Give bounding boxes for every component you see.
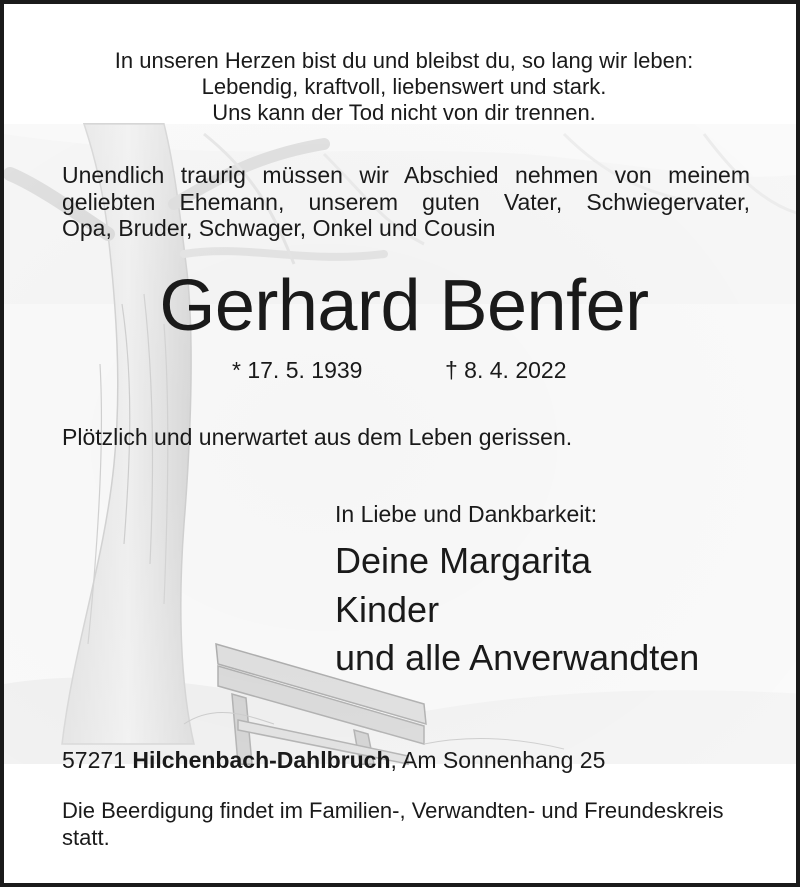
thanks-line: In Liebe und Dankbarkeit: bbox=[335, 501, 598, 527]
birth-date: * 17. 5. 1939 bbox=[232, 357, 363, 383]
address-line bbox=[62, 747, 800, 774]
death-date: † 8. 4. 2022 bbox=[445, 357, 567, 383]
mourner-children: Kinder bbox=[335, 589, 440, 630]
verse-line-1: In unseren Herzen bist du und bleibst du, so lang wir leben: bbox=[114, 48, 694, 73]
verse-line-2: Lebendig, kraftvoll, liebenswert und stark. bbox=[201, 74, 607, 99]
mourner-relatives: und alle Anverwandten bbox=[335, 637, 700, 678]
verse-line-3: Uns kann der Tod nicht von dir trennen. bbox=[212, 100, 596, 125]
circumstance-text: Plötzlich und unerwartet aus dem Leben gerissen. bbox=[62, 424, 573, 450]
deceased-name: Gerhard Benfer bbox=[159, 266, 649, 346]
address-zip: 57271 bbox=[62, 747, 126, 773]
intro-line-2: geliebten Ehemann, unserem guten Vater, Schwiegervater, bbox=[62, 189, 750, 215]
intro-line-1: Unendlich traurig müssen wir Abschied nehmen von meinem bbox=[62, 162, 750, 188]
intro-line-3: Opa, Bruder, Schwager, Onkel und Cousin bbox=[62, 215, 496, 241]
funeral-note: Die Beerdigung findet im Familien-, Verwandten- und Freundeskreis statt. bbox=[62, 798, 724, 850]
mourner-spouse: Deine Margarita bbox=[335, 540, 592, 581]
address-town: Hilchenbach-Dahlbruch bbox=[132, 747, 391, 773]
address-street: , Am Sonnenhang 25 bbox=[390, 747, 606, 773]
